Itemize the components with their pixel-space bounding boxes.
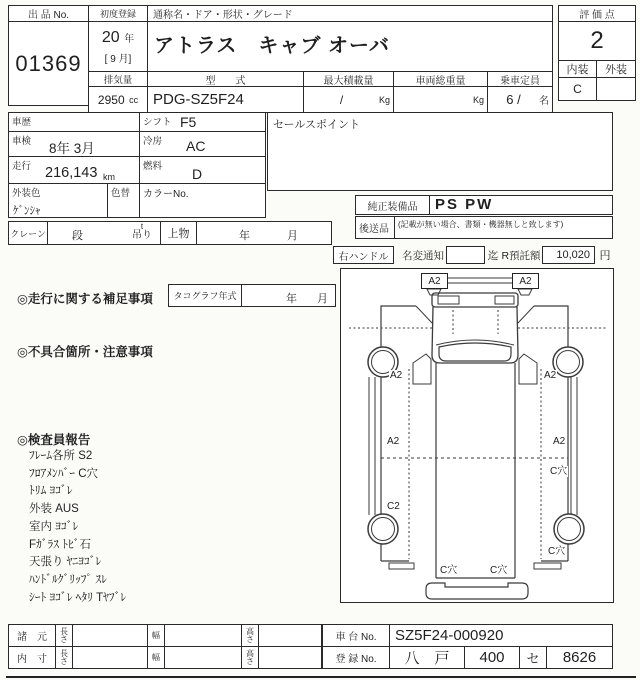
length-label-text: 長さ [60,626,68,644]
name-change-label: 名変通知 [402,249,444,262]
specs-width-value [164,624,242,647]
capacity-unit: 名 [539,96,549,107]
deposit-value: 10,020 [542,246,595,264]
inner-length-label [55,646,73,669]
fuel-value: D [192,166,203,182]
ext-color-cell [8,183,108,218]
inspector-item: ﾊﾝﾄﾞﾙｸﾞﾘｯﾌﾟ ｽﾚ [29,573,107,586]
reg-class-number: 400 [464,646,520,669]
ac-cell [139,131,266,157]
damage-mark: C穴 [550,466,568,477]
model-value: PDG-SZ5F24 [147,86,304,113]
shift-label: シフト [143,117,172,128]
chassis-no-value: SZ5F24-000920 [389,624,613,647]
tachograph-label: タコグラフ年式 [168,284,242,307]
gross-weight-header: 車両総重量 [393,71,488,87]
damage-mark: C2 [387,501,400,512]
first-reg-year: 20 [101,29,120,46]
mileage-note-title: ◎走行に関する補足事項 [17,292,153,306]
name-change-box [446,246,485,264]
damage-mark: A2 [553,436,566,447]
model-header: 型 式 [147,71,304,87]
inspector-item: ｼｰﾄ ﾖｺﾞﾚ ﾍﾀﾘ Tﾔﾌﾞﾚ [29,591,127,604]
shift-value: F5 [180,114,197,130]
shaken-label: 車検 [12,136,32,147]
reg-place: 八 戸 [389,646,465,669]
mirror-mark-left: A2 [421,273,448,289]
capacity-value [487,86,553,113]
oem-equip-label: 純正装備品 [355,195,430,215]
inner-width-label: 幅 [147,646,165,669]
mileage-cell [8,156,140,184]
height-label-text: 高さ [246,648,254,666]
specs-width-label: 幅 [147,624,165,647]
exterior-grade [596,77,636,101]
inner-width-value [164,646,242,669]
damage-mark: C穴 [490,565,508,576]
exterior-header: 外装 [596,60,636,78]
chassis-no-label: 車 台 No. [322,624,390,647]
interior-header: 内装 [558,60,597,78]
history-cell [8,112,140,132]
sales-point-box [267,112,613,191]
specs-height-label [241,624,259,647]
made-label: 迄 [487,249,499,262]
ac-value: AC [186,138,206,154]
specs-row-label: 諸 元 [8,624,56,647]
inner-height-label [241,646,259,669]
truck-top-view-drawing [341,269,614,603]
inner-height-value [258,646,322,669]
vehicle-name: アトラス キャブ オーバ [147,21,553,72]
inspector-item: ﾌﾛｱﾒﾝﾊﾞｰ C穴 [29,467,98,480]
lot-no-value: 01369 [8,21,89,106]
height-label-text: 高さ [246,626,254,644]
max-load-unit: Kg [378,94,390,105]
sheet-bottom-rule [6,676,636,678]
fuel-cell [139,156,266,184]
gross-weight-unit: Kg [472,94,484,105]
oem-equip-value: PS PW [429,195,613,215]
specs-length-value [72,624,148,647]
damage-mark: A2 [544,370,557,381]
inspector-item: 外装 AUS [29,503,79,516]
mileage-value: 216,143 [45,165,98,181]
kousouhin-note: (記載が無い場合、書類・機器無しと致します) [398,220,564,229]
inspector-item: 天張り ﾔﾆﾖｺﾞﾚ [29,556,102,569]
mileage-unit: km [103,172,115,182]
shift-cell [139,112,266,132]
damage-diagram [340,268,614,603]
displacement-header: 排気量 [88,71,148,87]
gross-weight-value [393,86,488,113]
length-label-text: 長さ [60,648,68,666]
damage-mark: C穴 [548,546,566,557]
damage-mark: A2 [390,370,403,381]
mirror-mark-right: A2 [512,273,539,289]
displacement-number: 2950 [97,92,125,107]
crane-dan-label: 段 [72,230,83,242]
capacity-number: 6 / [506,92,521,107]
first-reg-value [88,21,148,72]
uwamono-label: 上物 [160,221,197,245]
displacement-value [88,86,148,113]
displacement-unit: cc [129,94,139,105]
uwamono-year: 年 [239,230,250,242]
score-value: 2 [558,21,636,61]
first-reg-year-unit: 年 [124,34,135,45]
uwamono-month: 月 [287,230,298,242]
kousouhin-label: 後送品 [359,224,389,235]
mileage-label: 走行 [12,161,32,172]
max-load-header: 最大積載量 [303,71,394,87]
fuel-label: 燃料 [143,161,163,172]
kousouhin-note-cell [394,216,613,239]
crane-label: クレーン [8,221,48,245]
tachograph-month: 月 [317,293,328,305]
handle-badge: 右ハンドル [333,246,394,264]
capacity-header: 乗車定員 [487,71,553,87]
sales-point-label: セールスポイント [273,119,361,131]
max-load-value [303,86,394,113]
crane-tsuri-group [132,223,152,241]
crane-t-label: t [140,222,144,231]
inspector-item: ﾄﾘﾑ ﾖｺﾞﾚ [29,485,73,498]
history-label: 車歴 [12,117,32,128]
score-header: 評 価 点 [558,5,636,22]
deposit-label: R預託額 [501,249,541,262]
ext-color-value: ｹﾞﾝｼｬ [13,205,41,217]
inspector-item: ﾌﾚｰﾑ各所 S2 [29,450,93,462]
inspector-report-list [29,448,299,607]
tachograph-value-cell [241,284,336,307]
crane-tsuri-label: 吊り [132,230,152,241]
first-reg-header: 初度登録 [88,5,148,22]
name-header: 通称名・ドア・形状・グレード [147,5,553,22]
inspector-item: 室内 ﾖｺﾞﾚ [29,520,79,533]
inner-length-value [72,646,148,669]
first-reg-month: [ 9 月] [104,54,132,65]
damage-mark: C穴 [440,565,458,576]
reg-kana: セ [519,646,547,669]
interior-grade: C [558,77,597,101]
damage-mark: A2 [387,436,400,447]
shaken-value: 8年 3月 [49,141,95,156]
inspector-item: Fｶﾞﾗｽ ﾄﾋﾞ石 [29,538,91,551]
color-no-label: カラーNo. [143,189,189,200]
crane-cell [47,221,161,245]
specs-length-label [55,624,73,647]
max-load-number: / [339,92,344,107]
tachograph-year: 年 [286,293,297,305]
inspector-title: ◎検査員報告 [17,433,91,447]
reg-number: 8626 [546,646,613,669]
inner-row-label: 内 寸 [8,646,56,669]
color-change-label: 色替 [111,188,131,199]
defects-title: ◎不具合箇所・注意事項 [17,345,153,359]
ext-color-label: 外装色 [12,188,41,199]
uwamono-cell [196,221,332,245]
lot-no-header: 出 品 No. [8,5,89,22]
reg-no-label: 登 録 No. [322,646,390,669]
kousouhin-label-cell [355,216,395,239]
yen-label: 円 [599,250,611,262]
color-no-cell [139,183,266,218]
color-change-cell [107,183,140,218]
ac-label: 冷房 [143,136,163,147]
shaken-cell [8,131,140,157]
specs-height-value [258,624,322,647]
